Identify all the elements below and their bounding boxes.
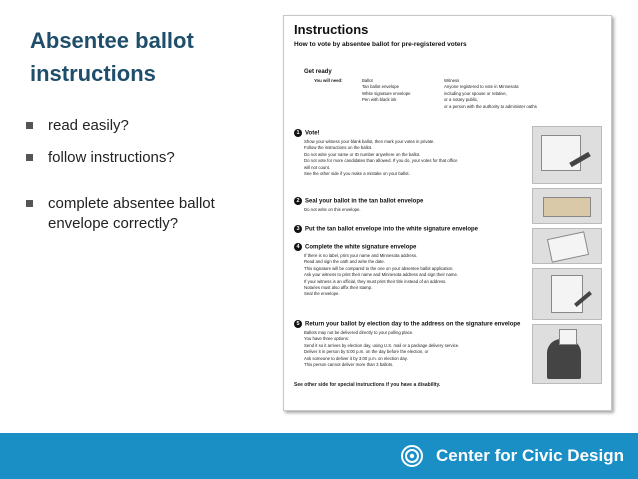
bullet-square-icon [26, 154, 33, 161]
bullet-text: complete absentee ballot envelope correctly? [48, 195, 215, 232]
step-5-heading: 5 Return your ballot by election day to the address on the signature envelope [294, 320, 520, 329]
needs-item: Ballot [362, 78, 373, 83]
step-1-heading: 1 Vote! [294, 129, 320, 138]
illustration-signing-envelope [532, 268, 602, 320]
witness-line: Anyone registered to vote in Minnesota [444, 84, 519, 90]
bullet-text: follow instructions? [48, 149, 175, 166]
bullet-item [26, 116, 266, 136]
illustration-tan-envelope [532, 188, 602, 224]
step-5-lines: Ballots may not be delivered directly to your polling place. You have three options: Send it so it arrives by election day, using U.S. mail or a package delivery service. Deliver it in person by 5:00 p.m. on the day before the election, or Ask someone to deliver it by 3:00 p.m. on election day. This person cannot deliver more than 3 ballots. [304, 330, 460, 368]
witness-list [444, 78, 537, 110]
footer-bar [0, 433, 638, 479]
step-number-icon: 2 [294, 197, 302, 205]
step-number-icon: 4 [294, 243, 302, 251]
bullet-item [26, 148, 266, 168]
needs-item: Tan ballot envelope [362, 84, 400, 90]
step-4-lines: If there is no label, print your name and Minnesota address. Read and sign the oath and write the date. This signature will be compared to the one on your absentee ballot application. Ask your witness to print their name and Minnesota address and sign their name. If your witness is an official, they must print their title instead of an address. Notaries must also affix their stamp. Seal the envelope. [304, 253, 459, 297]
illustration-marking-ballot [532, 126, 602, 184]
bullet-square-icon [26, 200, 33, 207]
witness-line: or a person with the authority to administer oaths [444, 103, 537, 109]
witness-line: Witness [444, 78, 460, 83]
witness-line: including your spouse or relative, [444, 90, 507, 96]
illustration-white-envelope [532, 228, 602, 264]
step-1-lines: Show your witness your blank ballot, then mark your votes in private. Follow the instructions on the ballot. Do not write your name or ID number anywhere on the ballot. Do not vote for more candidates than allowed. If you do, your votes for that office will not count. See the other side if you make a mistake on your ballot. [304, 139, 458, 177]
step-2-heading: 2 Seal your ballot in the tan ballot envelope [294, 197, 423, 206]
step-number-icon: 3 [294, 225, 302, 233]
witness-line: or a notary public, [444, 97, 479, 103]
bullet-list [26, 116, 266, 246]
civic-design-logo-icon [400, 444, 424, 468]
step-number-icon: 5 [294, 320, 302, 328]
document-title: Instructions [294, 22, 369, 37]
needs-list [362, 78, 411, 104]
get-ready-heading: Get ready [304, 69, 332, 75]
step-2-lines: Do not write on this envelope. [304, 207, 361, 212]
needs-item: White signature envelope [362, 90, 411, 96]
org-name: Center for Civic Design [436, 446, 624, 465]
step-4-heading: 4 Complete the white signature envelope [294, 243, 416, 252]
you-will-need-label: You will need: [314, 78, 343, 83]
needs-item: Pen with black ink [362, 97, 397, 103]
instructions-document [283, 15, 612, 411]
document-footer-note: See other side for special instructions if you have a disability. [294, 382, 441, 388]
bullet-item [26, 194, 266, 234]
bullet-text: read easily? [48, 117, 129, 134]
bullet-square-icon [26, 122, 33, 129]
step-3-heading: 3 Put the tan ballot envelope into the white signature envelope [294, 225, 478, 234]
illustration-mailbox [532, 324, 602, 384]
step-number-icon: 1 [294, 129, 302, 137]
document-subtitle: How to vote by absentee ballot for pre-registered voters [294, 41, 467, 48]
slide-title: Absentee ballot instructions [30, 28, 194, 86]
